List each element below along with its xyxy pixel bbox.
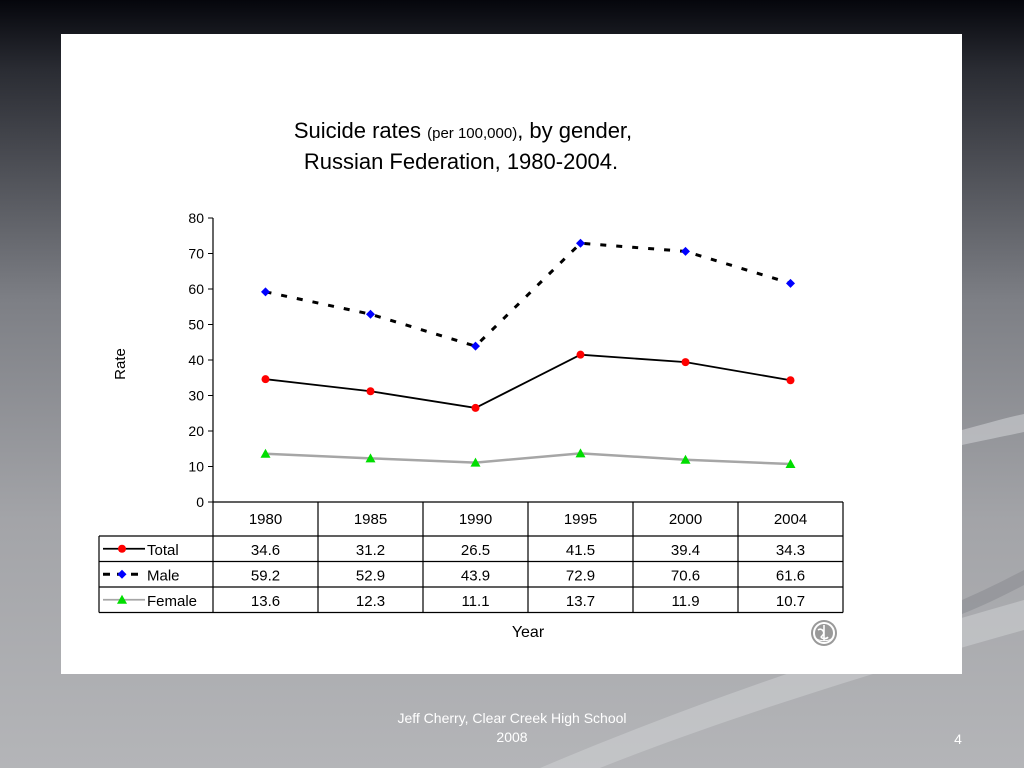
- x-category-label: 2004: [773, 511, 808, 528]
- table-value-cell: 72.9: [565, 567, 596, 585]
- footer-author-school: Jeff Cherry, Clear Creek High School: [397, 710, 627, 726]
- table-value-cell: 13.7: [565, 592, 596, 610]
- data-point-male: [261, 287, 270, 296]
- table-value-cell: 13.6: [250, 592, 281, 610]
- chart-title-line2: Russian Federation, 1980-2004.: [303, 149, 619, 174]
- table-value-cell: 34.6: [250, 541, 281, 559]
- x-category-label: 1980: [248, 511, 283, 528]
- table-value-cell: 11.1: [461, 592, 490, 610]
- series-line-total: [266, 355, 791, 408]
- table-value-cell: 52.9: [355, 567, 386, 585]
- chart-title-line1: [294, 118, 632, 143]
- x-category-label: 1995: [563, 511, 598, 528]
- page-number: 4: [954, 731, 962, 747]
- series-markers: [261, 239, 796, 468]
- y-tick-label: 70: [188, 245, 204, 262]
- data-point-male: [576, 239, 585, 248]
- y-tick-label: 0: [196, 494, 204, 510]
- data-table: [99, 502, 843, 613]
- footer-text: [362, 709, 662, 747]
- data-point-total: [787, 376, 795, 384]
- suicide-rates-chart: [61, 34, 962, 674]
- data-point-male: [681, 247, 690, 256]
- data-point-male: [471, 342, 480, 351]
- series-line-female: [266, 453, 791, 464]
- x-axis-label: Year: [511, 624, 545, 641]
- legend-swatch-marker: [118, 545, 126, 553]
- title-part1: Suicide rates: [293, 118, 428, 143]
- table-value-cell: 10.7: [775, 592, 806, 610]
- data-point-total: [367, 387, 375, 395]
- x-category-label: 1990: [458, 511, 493, 528]
- y-tick-label: 40: [188, 352, 204, 368]
- axes-group: [188, 210, 213, 510]
- data-point-total: [472, 404, 480, 412]
- table-value-cell: 61.6: [775, 567, 806, 585]
- data-point-total: [682, 358, 690, 366]
- legend-swatch-marker: [118, 570, 127, 579]
- y-tick-label: 60: [188, 281, 204, 297]
- data-point-male: [366, 310, 375, 319]
- table-value-cell: 59.2: [250, 567, 281, 585]
- series-line-male: [266, 243, 791, 346]
- slide-content-panel: [61, 34, 962, 674]
- table-value-cell: 43.9: [460, 567, 491, 585]
- legend-label-total: Total: [147, 541, 179, 559]
- table-value-cell: 34.3: [775, 541, 806, 559]
- series-lines: [266, 243, 791, 464]
- table-value-cell: 39.4: [670, 541, 701, 559]
- title-small: (per 100,000): [427, 125, 518, 142]
- y-tick-label: 30: [188, 387, 204, 404]
- y-tick-label: 80: [188, 210, 204, 226]
- table-value-cell: 11.9: [671, 592, 700, 610]
- table-value-cell: 12.3: [355, 592, 386, 610]
- who-logo-icon: [811, 620, 837, 646]
- table-value-cell: 41.5: [565, 541, 596, 559]
- x-category-label: 1985: [353, 511, 388, 528]
- table-value-cell: 31.2: [355, 541, 386, 559]
- y-axis-label: Rate: [112, 348, 129, 380]
- footer-year: 2008: [496, 729, 528, 745]
- title-part2: , by gender,: [517, 118, 633, 143]
- data-point-male: [786, 279, 795, 288]
- x-category-label: 2000: [668, 511, 703, 528]
- legend-label-male: Male: [147, 567, 180, 585]
- y-tick-label: 50: [188, 316, 204, 333]
- y-tick-label: 20: [188, 423, 204, 439]
- y-tick-label: 10: [188, 458, 204, 475]
- data-point-total: [262, 375, 270, 383]
- table-value-cell: 26.5: [460, 541, 491, 559]
- data-point-total: [577, 351, 585, 359]
- legend-label-female: Female: [147, 592, 198, 610]
- table-value-cell: 70.6: [670, 567, 701, 585]
